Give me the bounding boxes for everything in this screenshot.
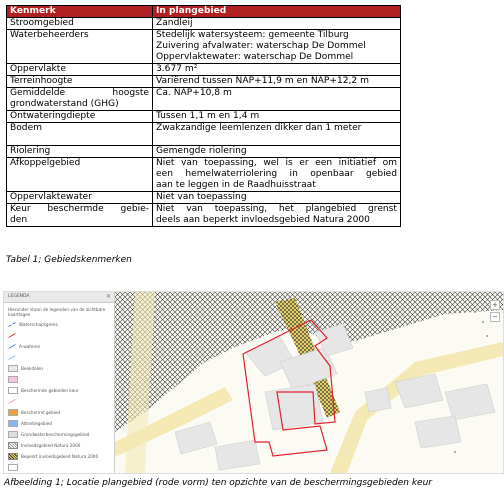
legend-item bbox=[4, 374, 114, 385]
label-line: Keur beschermde gebie- bbox=[10, 204, 149, 214]
swatch-icon bbox=[8, 464, 18, 471]
value-line: Niet van toepassing, het plangebied grenst bbox=[156, 204, 397, 214]
figure-caption: Afbeelding 1; Locatie plangebied (rode vorm) ten opzichte van de beschermingsgebieden keur bbox=[4, 478, 432, 488]
legend-item bbox=[4, 352, 114, 363]
row-label: Waterbeheerders bbox=[7, 30, 153, 64]
legend-item bbox=[4, 385, 114, 396]
legend-item-label: Invloedsgebied Natura 2000 bbox=[21, 443, 81, 448]
orange-swatch-icon bbox=[8, 409, 18, 416]
row-label bbox=[7, 88, 153, 111]
zoom-controls bbox=[490, 300, 498, 322]
legend-item-label: Beekdalen bbox=[21, 366, 44, 371]
row-label: Oppervlaktewater bbox=[7, 192, 153, 204]
label-line: den bbox=[10, 215, 28, 225]
table-row bbox=[7, 76, 401, 88]
table-row bbox=[7, 88, 401, 111]
row-value: 3.677 m² bbox=[153, 64, 401, 76]
zoom-in-button[interactable]: + bbox=[490, 300, 500, 310]
table-header-row bbox=[7, 6, 401, 18]
table-row bbox=[7, 146, 401, 158]
swatch-icon bbox=[8, 365, 18, 372]
row-value: Tussen 1,1 m en 1,4 m bbox=[153, 111, 401, 123]
light-blue-line-icon bbox=[8, 355, 15, 360]
legend-list bbox=[4, 319, 114, 474]
zoom-out-button[interactable]: − bbox=[490, 312, 500, 322]
legend-item bbox=[4, 341, 114, 352]
row-value: Zwakzandige leemlenzen dikker dan 1 meter bbox=[153, 123, 401, 146]
legend-intro: Hieronder staan de legenden van de zichtbare kaartlagen bbox=[8, 307, 106, 317]
row-label: Oppervlakte bbox=[7, 64, 153, 76]
value-line: Zuivering afvalwater: waterschap De Dommel bbox=[156, 41, 366, 51]
legend-item bbox=[4, 396, 114, 407]
blue-line-icon bbox=[8, 344, 15, 349]
legend-item-label: Beschermde gebieden keur bbox=[21, 388, 79, 393]
location-map-figure bbox=[3, 291, 504, 474]
map-legend-panel bbox=[4, 292, 115, 473]
hatch-yellow-icon bbox=[8, 453, 18, 460]
label-line: Gemiddelde hoogste bbox=[10, 88, 149, 98]
table-row bbox=[7, 192, 401, 204]
map-canvas[interactable] bbox=[115, 292, 503, 473]
pink-swatch-icon bbox=[8, 376, 18, 383]
legend-item-label: Attentiegebied bbox=[21, 421, 52, 426]
value-line: een hemelwaterriolering in openbaar gebied bbox=[156, 169, 397, 179]
value-line: Niet van toepassing, wel is er een initiatief om bbox=[156, 158, 397, 168]
legend-item bbox=[4, 407, 114, 418]
table-row bbox=[7, 30, 401, 64]
row-value: Gemengde riolering bbox=[153, 146, 401, 158]
row-value bbox=[153, 204, 401, 227]
table-caption: Tabel 1; Gebiedskenmerken bbox=[6, 255, 132, 265]
row-value: Variërend tussen NAP+11,9 m en NAP+12,2 m bbox=[153, 76, 401, 88]
table-row bbox=[7, 158, 401, 192]
value-line: aan te leggen in de Raadhuisstraat bbox=[156, 180, 316, 190]
legend-item bbox=[4, 440, 114, 451]
table-row bbox=[7, 204, 401, 227]
row-label: Afkoppelgebied bbox=[7, 158, 153, 192]
table-row bbox=[7, 123, 401, 146]
row-label: Bodem bbox=[7, 123, 153, 146]
legend-item bbox=[4, 473, 114, 474]
red-line-icon bbox=[8, 333, 15, 338]
value-line: Oppervlaktewater: waterschap De Dommel bbox=[156, 52, 354, 62]
blue-swatch-icon bbox=[8, 420, 18, 427]
dashed-line-icon bbox=[8, 322, 15, 327]
row-label: Stroomgebied bbox=[7, 18, 153, 30]
swatch-icon bbox=[8, 387, 18, 394]
table-row bbox=[7, 64, 401, 76]
row-value bbox=[153, 158, 401, 192]
legend-item-label: Waterschapsgrens bbox=[19, 322, 58, 327]
row-label bbox=[7, 204, 153, 227]
pink-line-icon bbox=[8, 399, 15, 404]
legend-item-label: Grondwaterbeschermingsgebied bbox=[21, 432, 90, 437]
legend-title: LEGENDA bbox=[8, 294, 30, 299]
swatch-icon bbox=[8, 431, 18, 438]
legend-item bbox=[4, 330, 114, 341]
legend-header bbox=[4, 292, 114, 303]
legend-item bbox=[4, 418, 114, 429]
value-line: Stedelijk watersysteem: gemeente Tilburg bbox=[156, 30, 349, 40]
legend-item bbox=[4, 363, 114, 374]
table-row bbox=[7, 111, 401, 123]
legend-item-label: A-wateren bbox=[19, 344, 41, 349]
gebiedskenmerken-table bbox=[6, 5, 401, 227]
hatch-icon bbox=[8, 442, 18, 449]
legend-item bbox=[4, 451, 114, 462]
value-line: deels aan beperkt invloedsgebied Natura 2000 bbox=[156, 215, 370, 225]
label-line: grondwaterstand (GHG) bbox=[10, 99, 119, 109]
header-in-plangebied: In plangebied bbox=[153, 6, 401, 18]
table-row bbox=[7, 18, 401, 30]
legend-item bbox=[4, 429, 114, 440]
row-label: Riolering bbox=[7, 146, 153, 158]
legend-item bbox=[4, 319, 114, 330]
header-kenmerk: Kenmerk bbox=[7, 6, 153, 18]
row-value: Zandleij bbox=[153, 18, 401, 30]
legend-item-label: Beschermd gebied bbox=[21, 410, 61, 415]
legend-item bbox=[4, 462, 114, 473]
legend-item-label: Beperkt invloedsgebied Natura 2000 bbox=[21, 454, 99, 459]
close-icon[interactable]: ✕ bbox=[105, 293, 111, 300]
row-label: Ontwateringdiepte bbox=[7, 111, 153, 123]
row-value: Niet van toepassing bbox=[153, 192, 401, 204]
row-value bbox=[153, 30, 401, 64]
row-value: Ca. NAP+10,8 m bbox=[153, 88, 401, 111]
row-label: Terreinhoogte bbox=[7, 76, 153, 88]
